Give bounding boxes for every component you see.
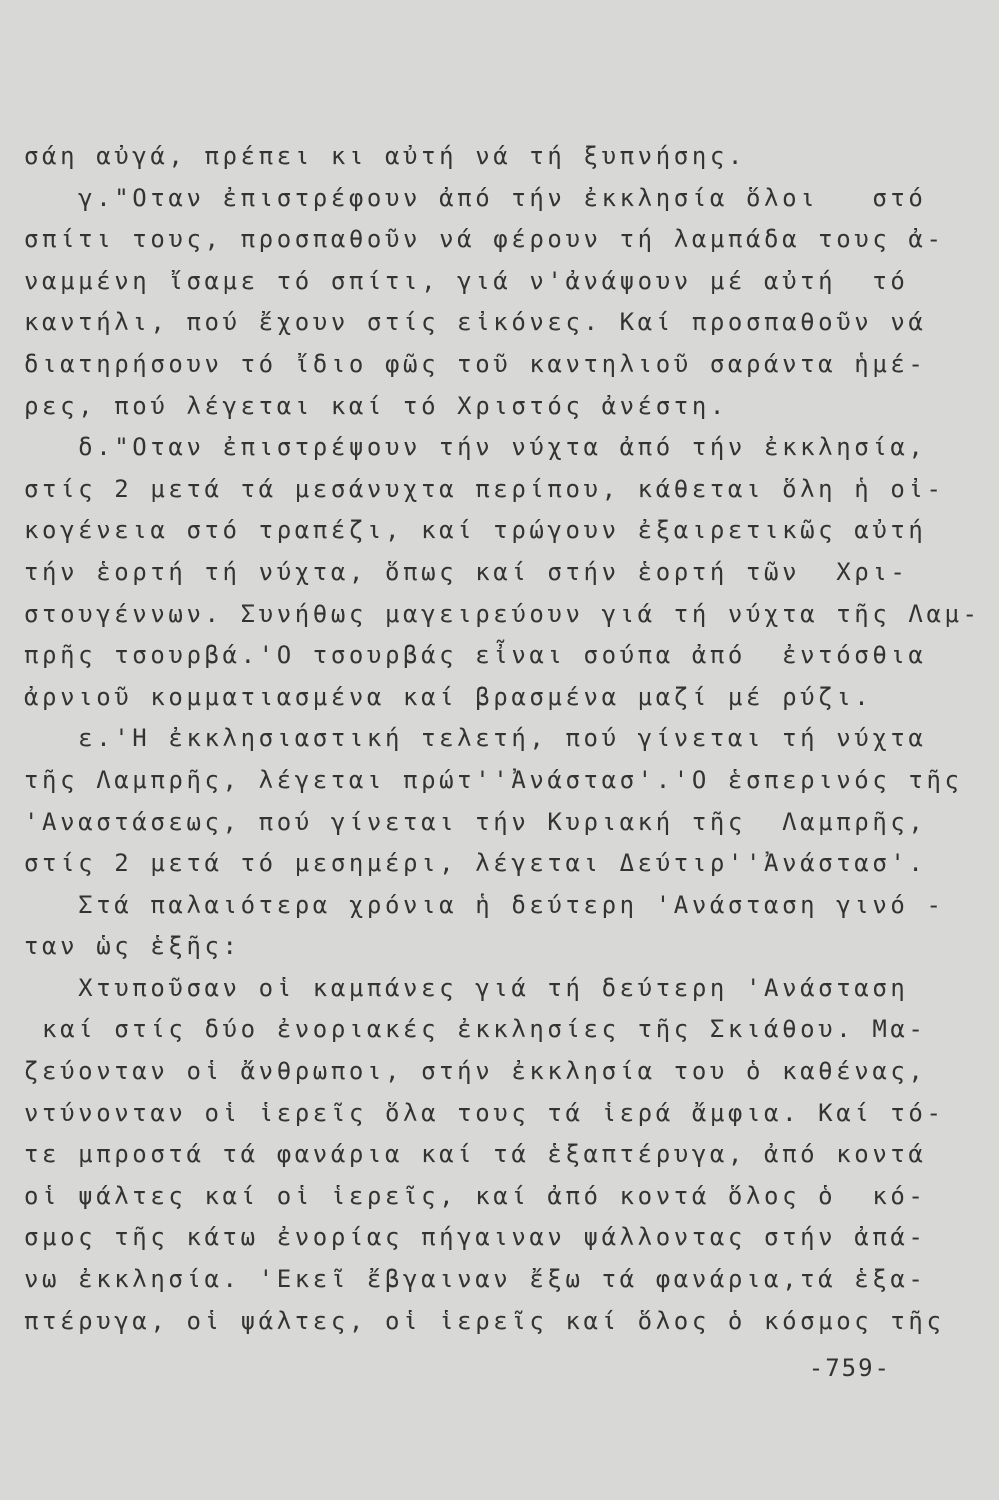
text-line: Χτυποῦσαν οἱ καμπάνες γιά τή δεύτερη 'Ανάσταση [24, 973, 909, 1002]
page-number: -759- [808, 1354, 891, 1382]
text-line: στίς 2 μετά τό μεσημέρι, λέγεται Δεύτιρ''Ἀνάστασ'. [24, 849, 927, 878]
text-line: καί στίς δύο ἐνοριακές ἐκκλησίες τῆς Σκιάθου. Μα- [24, 1015, 927, 1044]
text-line: τε μπροστά τά φανάρια καί τά ἑξαπτέρυγα, ἀπό κοντά [24, 1140, 927, 1169]
text-line: γ."Οταν ἐπιστρέφουν ἀπό τήν ἐκκλησία ὅλοι στό [24, 183, 927, 212]
text-line: δ."Οταν ἐπιστρέψουν τήν νύχτα ἀπό τήν ἐκκλησία, [24, 433, 927, 462]
text-line: ζεύονταν οἱ ἄνθρωποι, στήν ἐκκλησία του ὁ καθένας, [24, 1057, 927, 1086]
text-line: ρες, πού λέγεται καί τό Χριστός ἀνέστη. [24, 391, 728, 420]
text-line: πρῆς τσουρβά.'Ο τσουρβάς εἶναι σούπα ἀπό ἐντόσθια [24, 641, 927, 670]
text-line: Στά παλαιότερα χρόνια ἡ δεύτερη 'Ανάσταση γινό - [24, 890, 945, 919]
text-line: 'Αναστάσεως, πού γίνεται τήν Κυριακή τῆς Λαμπρῆς, [24, 807, 927, 836]
text-line: τήν ἑορτή τή νύχτα, ὅπως καί στήν ἑορτή τῶν Χρι- [24, 557, 909, 586]
text-line: ε.'Η ἐκκλησιαστική τελετή, πού γίνεται τή νύχτα [24, 724, 927, 753]
text-line: νω ἐκκλησία. 'Εκεῖ ἔβγαιναν ἔξω τά φανάρια,τά ἑξα- [24, 1265, 927, 1294]
text-line: κογένεια στό τραπέζι, καί τρώγουν ἐξαιρετικῶς αὐτή [24, 516, 927, 545]
text-line: ναμμένη ἴσαμε τό σπίτι, γιά ν'ἀνάψουν μέ αὐτή τό [24, 266, 909, 295]
text-line: διατηρήσουν τό ἴδιο φῶς τοῦ καντηλιοῦ σαράντα ἡμέ- [24, 349, 927, 378]
text-line: σπίτι τους, προσπαθοῦν νά φέρουν τή λαμπάδα τους ἀ- [24, 225, 945, 254]
text-line: ἀρνιοῦ κομματιασμένα καί βρασμένα μαζί μέ ρύζι. [24, 682, 873, 711]
text-line: ταν ὡς ἑξῆς: [24, 932, 241, 961]
body-text [24, 136, 981, 1342]
text-line: τῆς Λαμπρῆς, λέγεται πρώτ''Ἀνάστασ'.'Ο ἑσπερινός τῆς [24, 765, 963, 794]
text-line: καντήλι, πού ἔχουν στίς εἰκόνες. Καί προσπαθοῦν νά [24, 308, 927, 337]
text-line: σμος τῆς κάτω ἐνορίας πήγαιναν ψάλλοντας στήν ἀπά- [24, 1223, 927, 1252]
text-line: οἱ ψάλτες καί οἱ ἱερεῖς, καί ἀπό κοντά ὅλος ὁ κό- [24, 1181, 927, 1210]
text-line: ντύνονταν οἱ ἱερεῖς ὅλα τους τά ἱερά ἄμφια. Καί τό- [24, 1098, 945, 1127]
text-line: πτέρυγα, οἱ ψάλτες, οἱ ἱερεῖς καί ὅλος ὁ κόσμος τῆς [24, 1306, 945, 1335]
text-line: στίς 2 μετά τά μεσάνυχτα περίπου, κάθεται ὅλη ἡ οἰ- [24, 474, 945, 503]
text-line: σάη αὐγά, πρέπει κι αὐτή νά τή ξυπνήσης. [24, 142, 746, 170]
text-line: στουγέννων. Συνήθως μαγειρεύουν γιά τή νύχτα τῆς Λαμ- [24, 599, 981, 628]
